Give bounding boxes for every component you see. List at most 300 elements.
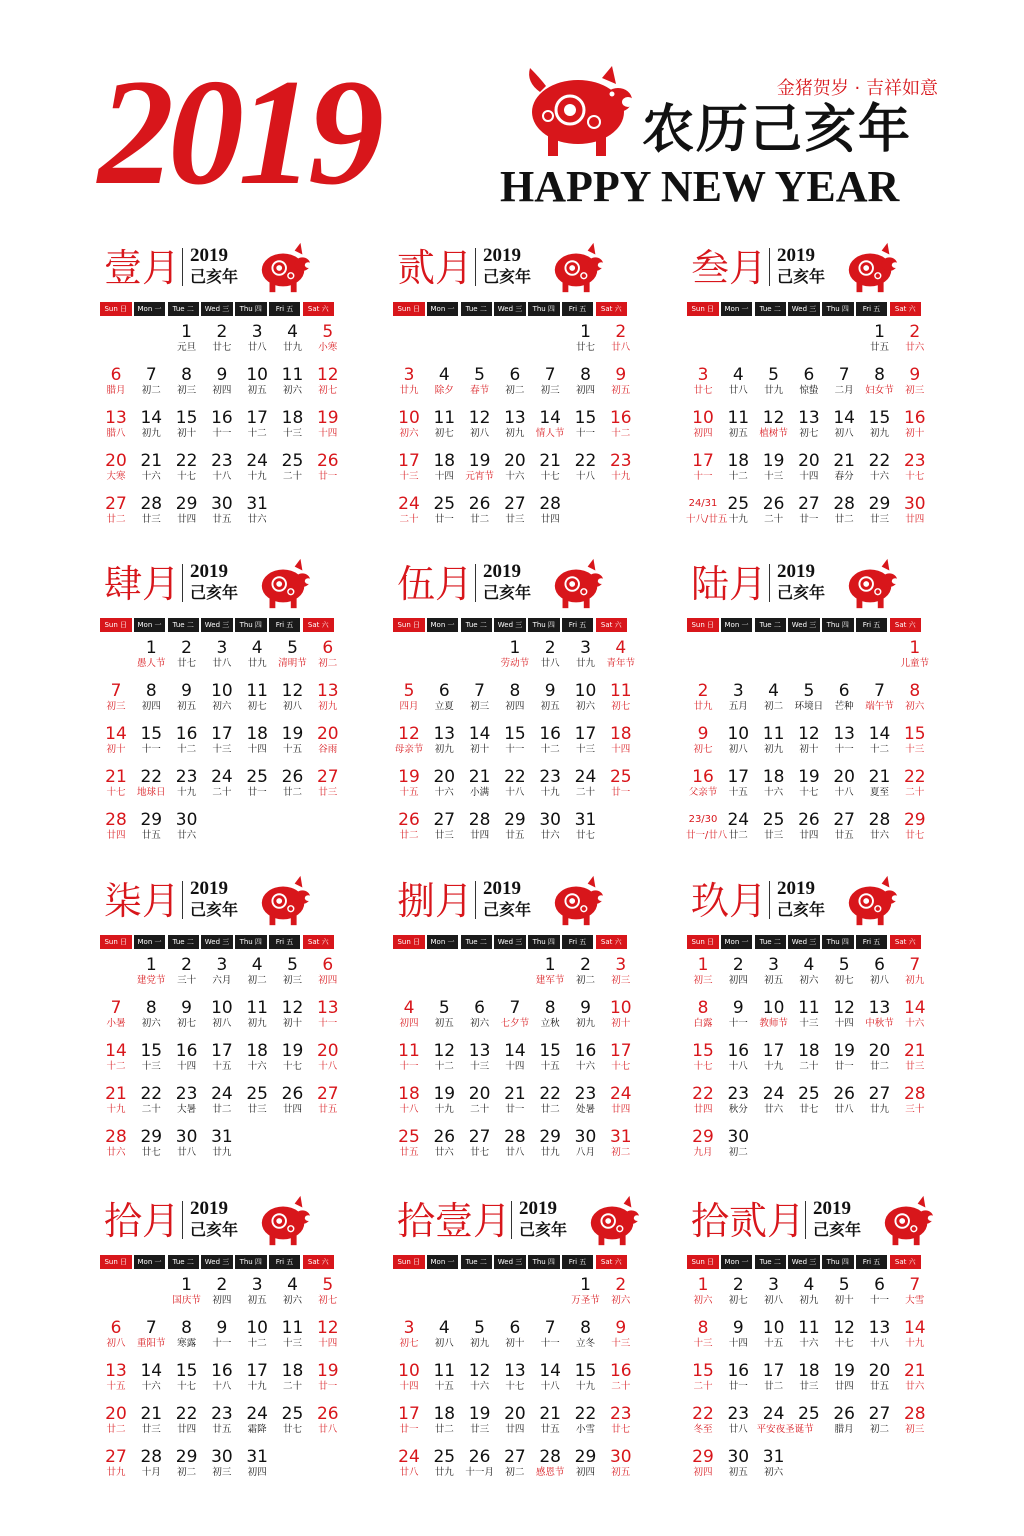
day-lunar-label: 立秋 bbox=[540, 1018, 560, 1029]
day-lunar-label: 十四 bbox=[434, 471, 454, 482]
day-number: 7 bbox=[145, 1318, 157, 1338]
day-lunar-label: 初六 bbox=[799, 975, 819, 986]
weekday-label: Mon 一 bbox=[427, 935, 459, 949]
day-number: 4 bbox=[732, 365, 744, 385]
month-year: 2019 bbox=[483, 245, 521, 266]
calendar-day bbox=[533, 1318, 567, 1358]
month-year: 2019 bbox=[777, 561, 815, 582]
day-lunar-label: 初十 bbox=[177, 428, 197, 439]
day-number: 7 bbox=[909, 1275, 921, 1295]
calendar-day bbox=[498, 1447, 532, 1487]
weekday-label: Mon 一 bbox=[134, 935, 166, 949]
day-number: 8 bbox=[697, 998, 709, 1018]
day-lunar-label: 初二 bbox=[611, 1147, 631, 1158]
day-number: 6 bbox=[110, 1318, 122, 1338]
day-number: 18 bbox=[246, 724, 268, 744]
day-number: 28 bbox=[468, 810, 491, 830]
day-number: 27 bbox=[504, 1447, 526, 1467]
calendar-day bbox=[686, 1361, 720, 1401]
day-number: 6 bbox=[110, 365, 122, 385]
day-lunar-label: 愚人节 bbox=[137, 658, 166, 669]
weekday-label: Sun 日 bbox=[100, 302, 132, 316]
day-number: 16 bbox=[692, 767, 714, 787]
day-lunar-label: 十七 bbox=[505, 1381, 525, 1392]
day-number: 18 bbox=[609, 724, 632, 744]
day-lunar-label: 芒种 bbox=[834, 701, 854, 712]
day-lunar-label: 廿四 bbox=[905, 514, 925, 525]
day-number: 15 bbox=[574, 1361, 597, 1381]
day-lunar-label: 廿二 bbox=[434, 1424, 454, 1435]
day-lunar-label: 初七 bbox=[434, 428, 454, 439]
day-number: 6 bbox=[509, 1318, 521, 1338]
calendar-day bbox=[205, 322, 239, 362]
day-number: 1 bbox=[580, 1275, 591, 1295]
day-number: 23 bbox=[727, 1404, 750, 1424]
weekday-label: Sun 日 bbox=[393, 618, 425, 632]
pig-papercut-icon bbox=[549, 240, 607, 296]
day-lunar-label: 初七 bbox=[728, 1295, 748, 1306]
calendar-day bbox=[898, 638, 932, 678]
calendar-day bbox=[898, 1084, 932, 1124]
day-number: 25 bbox=[798, 1404, 820, 1424]
day-lunar-label: 十三 bbox=[141, 1061, 161, 1072]
calendar-day bbox=[898, 810, 932, 850]
day-lunar-label: 元宵节 bbox=[465, 471, 494, 482]
calendar-day bbox=[99, 1318, 133, 1358]
day-number: 16 bbox=[574, 1041, 597, 1061]
weekday-label: Wed 三 bbox=[788, 302, 820, 316]
calendar-day bbox=[604, 998, 638, 1038]
calendar-day bbox=[205, 1127, 239, 1167]
day-number: 5 bbox=[403, 681, 415, 701]
day-number: 30 bbox=[175, 1127, 198, 1147]
day-number: 20 bbox=[504, 1404, 526, 1424]
month-header bbox=[100, 873, 334, 931]
day-lunar-label: 初四 bbox=[318, 975, 338, 986]
weekday-label: Wed 三 bbox=[494, 1255, 526, 1269]
day-number: 27 bbox=[468, 1127, 491, 1147]
calendar-day bbox=[463, 998, 497, 1038]
day-lunar-label: 廿六 bbox=[434, 1147, 454, 1158]
day-lunar-label: 初四 bbox=[693, 428, 713, 439]
day-lunar-label: 廿五 bbox=[399, 1147, 419, 1158]
day-lunar-label: 十三 bbox=[905, 744, 925, 755]
calendar-day bbox=[463, 810, 497, 850]
day-lunar-label: 初二 bbox=[141, 385, 161, 396]
calendar-day bbox=[721, 810, 755, 850]
calendar-day bbox=[427, 494, 461, 534]
day-lunar-label: 初七 bbox=[834, 975, 854, 986]
day-lunar-label: 十八 bbox=[575, 471, 595, 482]
day-number: 19 bbox=[281, 724, 304, 744]
calendar-day bbox=[686, 724, 720, 764]
calendar-day bbox=[569, 1318, 603, 1358]
day-number: 25 bbox=[281, 1404, 304, 1424]
day-number: 15 bbox=[692, 1361, 714, 1381]
day-lunar-label: 初七 bbox=[611, 701, 631, 712]
calendar-day bbox=[863, 681, 897, 721]
calendar-day bbox=[463, 1127, 497, 1167]
calendar-day bbox=[686, 810, 728, 850]
day-number: 13 bbox=[433, 724, 456, 744]
day-number: 7 bbox=[544, 365, 556, 385]
day-lunar-label: 廿六 bbox=[106, 1147, 126, 1158]
day-number: 8 bbox=[145, 681, 157, 701]
weekday-label: Tue 二 bbox=[168, 302, 200, 316]
calendar-day bbox=[240, 408, 274, 448]
day-number: 19 bbox=[762, 451, 785, 471]
day-number: 16 bbox=[211, 1361, 233, 1381]
day-number: 1 bbox=[145, 638, 157, 658]
day-number: 21 bbox=[539, 1404, 561, 1424]
calendar-day bbox=[827, 1404, 861, 1444]
day-number: 2 bbox=[909, 322, 921, 342]
day-number: 12 bbox=[798, 724, 820, 744]
day-number: 12 bbox=[833, 1318, 855, 1338]
day-lunar-label: 十二 bbox=[106, 1061, 126, 1072]
month-ganzhi: 己亥年 bbox=[519, 1220, 568, 1239]
calendar-day bbox=[569, 638, 603, 678]
calendar-day bbox=[792, 998, 826, 1038]
day-number: 26 bbox=[798, 810, 820, 830]
calendar-day bbox=[134, 494, 168, 534]
weekday-label: Mon 一 bbox=[721, 935, 753, 949]
day-lunar-label: 十九 bbox=[247, 1381, 267, 1392]
calendar-day bbox=[533, 408, 567, 448]
day-lunar-label: 父亲节 bbox=[688, 787, 718, 798]
calendar-day bbox=[898, 365, 932, 405]
day-number: 18 bbox=[281, 1361, 304, 1381]
calendar-day bbox=[827, 1084, 861, 1124]
calendar-day bbox=[792, 1275, 826, 1315]
day-lunar-label: 廿七 bbox=[611, 1424, 631, 1435]
day-lunar-label: 廿九 bbox=[106, 1467, 126, 1478]
calendar-day bbox=[498, 638, 532, 678]
day-lunar-label: 十九 bbox=[764, 1061, 784, 1072]
calendar-day bbox=[898, 322, 932, 362]
day-lunar-label: 廿五 bbox=[869, 342, 889, 353]
day-number: 29 bbox=[903, 810, 926, 830]
day-number: 27 bbox=[105, 1447, 127, 1467]
calendar-day bbox=[170, 451, 204, 491]
day-lunar-label: 廿三 bbox=[764, 830, 784, 841]
calendar-day bbox=[569, 1127, 603, 1167]
day-number: 7 bbox=[110, 998, 122, 1018]
day-lunar-label: 廿四 bbox=[799, 830, 819, 841]
day-lunar-label: 十八/廿五 bbox=[686, 514, 728, 525]
day-lunar-label: 劳动节 bbox=[500, 658, 530, 669]
day-number: 1 bbox=[181, 322, 192, 342]
day-lunar-label: 初三 bbox=[611, 975, 631, 986]
day-lunar-label: 十五 bbox=[282, 744, 302, 755]
day-lunar-label: 廿七 bbox=[693, 385, 713, 396]
day-number: 5 bbox=[287, 955, 298, 975]
day-lunar-label: 初九 bbox=[799, 1295, 819, 1306]
day-lunar-label: 小寒 bbox=[318, 342, 338, 353]
day-number: 6 bbox=[874, 955, 885, 975]
day-number: 21 bbox=[468, 767, 491, 787]
day-number: 13 bbox=[504, 1361, 526, 1381]
day-lunar-label: 廿三 bbox=[470, 1424, 490, 1435]
day-number: 9 bbox=[544, 681, 556, 701]
day-number: 2 bbox=[615, 1275, 627, 1295]
day-lunar-label: 初二 bbox=[869, 1424, 889, 1435]
day-lunar-label: 十八 bbox=[728, 1061, 748, 1072]
calendar-day bbox=[686, 494, 728, 534]
weekday-label: Tue 二 bbox=[755, 302, 787, 316]
day-number: 18 bbox=[433, 451, 456, 471]
calendar-day bbox=[276, 1318, 310, 1358]
calendar-day bbox=[240, 955, 274, 995]
calendar-day bbox=[170, 810, 204, 850]
day-number: 29 bbox=[692, 1127, 714, 1147]
day-lunar-label: 十四 bbox=[318, 428, 338, 439]
day-number: 31 bbox=[211, 1127, 233, 1147]
day-lunar-label: 初六 bbox=[212, 701, 232, 712]
day-grid bbox=[393, 322, 632, 537]
day-number: 8 bbox=[580, 365, 591, 385]
calendar-day bbox=[569, 998, 603, 1038]
calendar-day bbox=[827, 724, 861, 764]
day-lunar-label: 廿八 bbox=[728, 1424, 748, 1435]
day-number: 24 bbox=[609, 1084, 632, 1104]
calendar-day bbox=[134, 810, 168, 850]
day-lunar-label: 十八 bbox=[505, 787, 525, 798]
calendar-day bbox=[569, 767, 603, 807]
weekday-label: Sun 日 bbox=[393, 302, 425, 316]
day-number: 23 bbox=[175, 1084, 198, 1104]
day-number: 18 bbox=[281, 408, 304, 428]
weekday-label: Tue 二 bbox=[755, 618, 787, 632]
day-number: 13 bbox=[105, 1361, 127, 1381]
day-number: 23 bbox=[609, 451, 632, 471]
day-lunar-label: 十八 bbox=[212, 1381, 232, 1392]
day-number: 27 bbox=[316, 1084, 339, 1104]
day-number: 20 bbox=[105, 1404, 127, 1424]
day-number: 23 bbox=[727, 1084, 750, 1104]
day-lunar-label: 白露 bbox=[693, 1018, 713, 1029]
pig-papercut-icon bbox=[879, 1193, 937, 1249]
day-number: 31 bbox=[609, 1127, 632, 1147]
calendar-day bbox=[498, 451, 532, 491]
day-lunar-label: 十七 bbox=[540, 471, 560, 482]
calendar-day bbox=[134, 681, 168, 721]
calendar-day bbox=[463, 1318, 497, 1358]
day-number: 8 bbox=[181, 365, 192, 385]
day-number: 12 bbox=[833, 998, 855, 1018]
calendar-day bbox=[276, 681, 310, 721]
day-lunar-label: 大寒 bbox=[106, 471, 126, 482]
calendar-day bbox=[170, 408, 204, 448]
calendar-day bbox=[827, 955, 861, 995]
day-number: 12 bbox=[316, 1318, 339, 1338]
weekday-label: Thu 四 bbox=[528, 618, 560, 632]
day-number: 1 bbox=[580, 322, 591, 342]
day-lunar-label: 初八 bbox=[834, 428, 854, 439]
weekday-header bbox=[100, 302, 334, 316]
weekday-label: Tue 二 bbox=[168, 935, 200, 949]
day-number: 26 bbox=[316, 451, 339, 471]
day-number: 16 bbox=[903, 408, 926, 428]
day-number: 7 bbox=[110, 681, 122, 701]
day-lunar-label: 十一 bbox=[318, 1018, 338, 1029]
day-number: 30 bbox=[175, 810, 198, 830]
day-number: 28 bbox=[903, 1404, 926, 1424]
weekday-label: Sun 日 bbox=[687, 302, 719, 316]
weekday-header bbox=[100, 1255, 334, 1269]
weekday-label: Mon 一 bbox=[721, 1255, 753, 1269]
calendar-day bbox=[792, 408, 826, 448]
calendar-day bbox=[686, 451, 720, 491]
day-lunar-label: 二十 bbox=[799, 1061, 819, 1072]
weekday-label: Fri 五 bbox=[269, 618, 301, 632]
day-lunar-label: 十五 bbox=[728, 787, 748, 798]
day-lunar-label: 十八 bbox=[540, 1381, 560, 1392]
calendar-day bbox=[170, 494, 204, 534]
day-number: 16 bbox=[211, 408, 233, 428]
day-number: 21 bbox=[140, 1404, 163, 1424]
day-number: 13 bbox=[504, 408, 526, 428]
calendar-day bbox=[757, 810, 791, 850]
calendar-day bbox=[569, 365, 603, 405]
calendar-day bbox=[498, 1404, 532, 1444]
weekday-label: Fri 五 bbox=[269, 1255, 301, 1269]
day-lunar-label: 初七 bbox=[693, 744, 713, 755]
weekday-label: Tue 二 bbox=[168, 1255, 200, 1269]
day-lunar-label: 十一 bbox=[505, 744, 525, 755]
day-number: 24 bbox=[574, 767, 597, 787]
day-lunar-label: 廿七 bbox=[575, 342, 595, 353]
day-lunar-label: 二十 bbox=[282, 1381, 302, 1392]
day-lunar-label: 初十 bbox=[505, 1338, 525, 1349]
day-lunar-label: 青年节 bbox=[606, 658, 636, 669]
day-lunar-label: 初三 bbox=[470, 701, 490, 712]
weekday-header bbox=[393, 618, 627, 632]
month-ganzhi: 己亥年 bbox=[190, 583, 239, 602]
day-number: 19 bbox=[833, 1361, 855, 1381]
weekday-label: Sun 日 bbox=[393, 935, 425, 949]
day-lunar-label: 十五 bbox=[212, 1061, 232, 1072]
day-number: 25 bbox=[609, 767, 632, 787]
day-lunar-label: 廿四 bbox=[693, 1104, 713, 1115]
calendar-day bbox=[533, 1447, 567, 1487]
month-year: 2019 bbox=[483, 878, 521, 899]
day-number: 20 bbox=[316, 1041, 339, 1061]
day-number: 3 bbox=[768, 1275, 779, 1295]
day-number: 9 bbox=[615, 365, 627, 385]
calendar-day bbox=[134, 1404, 168, 1444]
calendar-day bbox=[134, 767, 168, 807]
calendar-day bbox=[392, 1361, 426, 1401]
day-lunar-label: 初五 bbox=[728, 1467, 748, 1478]
day-lunar-label: 初九 bbox=[869, 428, 889, 439]
day-lunar-label: 初七 bbox=[399, 1338, 419, 1349]
calendar-day bbox=[686, 1275, 720, 1315]
day-lunar-label: 十三 bbox=[611, 1338, 631, 1349]
day-lunar-label: 谷雨 bbox=[318, 744, 338, 755]
day-lunar-label: 十七 bbox=[905, 471, 925, 482]
calendar-day bbox=[170, 638, 204, 678]
calendar-day bbox=[134, 998, 168, 1038]
calendar-day bbox=[863, 955, 897, 995]
calendar-day bbox=[276, 1275, 310, 1315]
day-number: 1 bbox=[544, 955, 556, 975]
day-number: 10 bbox=[246, 365, 268, 385]
calendar-day bbox=[427, 810, 461, 850]
calendar-day bbox=[721, 1318, 755, 1358]
calendar-day bbox=[240, 638, 274, 678]
day-lunar-label: 廿九 bbox=[399, 385, 419, 396]
day-lunar-label: 十四 bbox=[247, 744, 267, 755]
day-lunar-label: 二月 bbox=[834, 385, 854, 396]
pig-papercut-icon bbox=[585, 1193, 643, 1249]
calendar-day bbox=[721, 451, 755, 491]
day-number: 16 bbox=[539, 724, 561, 744]
weekday-header bbox=[393, 935, 627, 949]
day-number: 14 bbox=[140, 408, 163, 428]
day-lunar-label: 大暑 bbox=[177, 1104, 197, 1115]
day-lunar-label: 廿五 bbox=[212, 1424, 232, 1435]
day-lunar-label: 廿八 bbox=[611, 342, 631, 353]
calendar-day bbox=[604, 1127, 638, 1167]
calendar-day bbox=[863, 767, 897, 807]
day-number: 26 bbox=[281, 1084, 304, 1104]
day-lunar-label: 廿七 bbox=[212, 342, 232, 353]
calendar-day bbox=[721, 1275, 755, 1315]
calendar-day bbox=[792, 1404, 826, 1444]
day-lunar-label: 廿二 bbox=[106, 514, 126, 525]
day-number: 4 bbox=[768, 681, 779, 701]
day-lunar-label: 初五 bbox=[611, 1467, 631, 1478]
calendar-day bbox=[170, 1318, 204, 1358]
day-lunar-label: 廿一 bbox=[728, 1381, 748, 1392]
calendar-day bbox=[170, 1361, 204, 1401]
day-number: 14 bbox=[140, 1361, 163, 1381]
day-number: 10 bbox=[762, 1318, 785, 1338]
day-number: 15 bbox=[175, 408, 198, 428]
calendar-day bbox=[427, 408, 461, 448]
day-lunar-label: 二十 bbox=[212, 787, 232, 798]
calendar-day bbox=[99, 1447, 133, 1487]
day-lunar-label: 十三 bbox=[799, 1018, 819, 1029]
day-number: 17 bbox=[692, 451, 714, 471]
day-lunar-label: 初三 bbox=[540, 385, 560, 396]
day-lunar-label: 廿九 bbox=[540, 1147, 560, 1158]
calendar-day bbox=[721, 998, 755, 1038]
weekday-label: Sun 日 bbox=[687, 1255, 719, 1269]
day-number: 12 bbox=[468, 1361, 491, 1381]
day-number: 26 bbox=[281, 767, 304, 787]
calendar-day bbox=[99, 1127, 133, 1167]
day-number: 19 bbox=[468, 1404, 491, 1424]
calendar-day bbox=[721, 1361, 755, 1401]
day-number: 30 bbox=[539, 810, 561, 830]
calendar-day bbox=[827, 998, 861, 1038]
weekday-label: Fri 五 bbox=[562, 302, 594, 316]
day-lunar-label: 初二 bbox=[575, 975, 595, 986]
calendar-day bbox=[170, 365, 204, 405]
calendar-day bbox=[276, 322, 310, 362]
day-number: 1 bbox=[874, 322, 885, 342]
day-lunar-label: 初六 bbox=[905, 701, 925, 712]
day-number: 20 bbox=[868, 1041, 891, 1061]
month-ganzhi: 己亥年 bbox=[813, 1220, 862, 1239]
header-english-title: HAPPY NEW YEAR bbox=[500, 162, 900, 211]
day-lunar-label: 初八 bbox=[764, 1295, 784, 1306]
weekday-label: Wed 三 bbox=[494, 302, 526, 316]
day-lunar-label: 十一 bbox=[212, 1338, 232, 1349]
day-lunar-label: 廿一/廿八 bbox=[686, 830, 728, 841]
